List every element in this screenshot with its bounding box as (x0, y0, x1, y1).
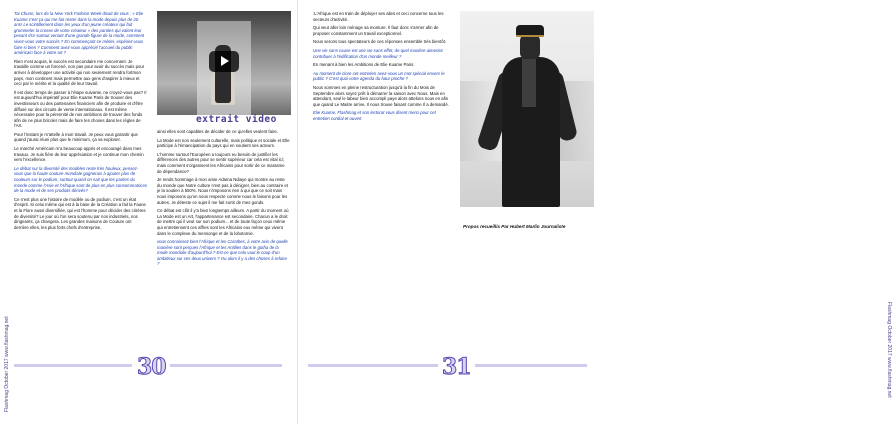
side-label-left: Flashmag October 2017 www.flashmag.net (4, 316, 10, 412)
video-thumbnail[interactable] (157, 11, 291, 115)
play-icon[interactable] (209, 51, 239, 72)
photo-scarf (522, 57, 536, 107)
question-paragraph: Au moment de clore cet entretien avez-vous un mot spécial envers le public ? C'est quoi votre agenda du futur proche ? (313, 70, 445, 82)
page-number-bar (475, 364, 587, 367)
answer-paragraph: Le marché Américain m'a beaucoup appris et encouragé dans mes travaux. Je suis fière de leur appréciation et je continue mon chemin vers l'excellence. (14, 146, 144, 163)
answer-paragraph: Ce débat est clôt il y'a bien longtemps ailleurs. A partir du moment où La Mode est un Art, l'appartenance est secondaire. Chacun a le droit de mettre qui il veut sur son podium... et de toute façon ceux même qui entretiennent ces affres sont les Africains eux même qui vivent dans le complexe du mensonge et de la lobotomie. (157, 208, 289, 236)
page-number-bar (170, 364, 282, 367)
answer-paragraph: Rien n'est acquis, le succès est secondaire me concernant. Je travaille comme un forcené, non pas pour avoir du succès mais pour arriver à développer une activité qui non seulement rendra fortmon pays, mon continent mais permettre aux gens d'aspirer à mieux et ceci par le mérite et la qualité de leur travail. (14, 58, 145, 87)
photo-hat (516, 25, 544, 37)
page-number-bar (14, 364, 132, 367)
video-caption: extrait video (196, 114, 277, 125)
answer-paragraph: Nous serons tous spectateurs de ces réponses ensemble très bientôt. (313, 39, 447, 45)
answer-paragraph: Je rends hommage à mon amie Adama Ndiaye qui montre au reste du monde que Notre culture n'est pas à dénigrer, bien au contraire et je la soutien à 550%. Nous n'imposons rien à qui que ce soit mais nous imposons qu'on nous respecte comme nous le faisons pour les autres. Je déteste ce sujet il me fait sortir de mes gonds. (157, 177, 289, 205)
answer-paragraph: Pour l'instant je m'attelle à mon travail. Je peux vous garantir que quand j'aurai réuni plus que le minimum, ça va exploser. (14, 131, 138, 143)
left-column-1 (14, 11, 147, 233)
answer-paragraph: :L'Afrique est en train de déployer ses ailes et ceci concerne tous les secteurs d'activité. (313, 11, 444, 22)
question-paragraph: Tai Chunn, lors de la New York Fashion Week disait de vous : « Elie Kuame c'est ça qui me fait rester dans la mode depuis plus de 20 ans! Le scintillement dans les yeux d'un jeune créateur qui fait grommeler la crosse de votre créateur » des paroles qui valent leur pesant d'or surtout venant d'une grande figure de la mode, comment vivez-vous votre succès ? En commençant ce métier, espériez-vous faire si bien ? Comment avez-vous apprécié l'accueil du public américain face à votre art ? (14, 11, 145, 56)
page-number-right: 31 (442, 354, 471, 380)
right-column (313, 11, 451, 125)
answer-paragraph: Nous sommes en pleine restructuration jusqu'à la fin du Mois de Septembre alors soyez prêt à démarrer la saison avec Nous. Mais en attendant, seul le labeur bien accompli paye alors attelons nous en afin que quand Le Maitre arrive, Il nous trouve faisant comme Il a demandé. (313, 84, 449, 107)
question-paragraph: Elie Kuame, Flashmag et son lectorat vous disent merci pour cet entretien cordial et ouvert (313, 110, 436, 121)
answer-paragraph: Qui veut aller loin ménage sa monture. Il faut donc s'armer afin de proposer constamment un travail exceptionnel. (313, 25, 439, 36)
left-page (0, 0, 298, 424)
answer-paragraph: En menant à bien les Ambitions de Elie Kuame Paris. (313, 62, 415, 68)
question-paragraph: vous connaissez bien l'Afrique et les Caraïbes, à votre avis de quelle manière sont perçues l'Afrique et les Antilles dans le gotha de la mode mondiale d'aujourd'hui ? Est-ce que cela vaut le coup d'un ambitieux sur ces deux univers ? Ou alors il y a des choses à refaire ? (157, 239, 288, 267)
page-number-bar (308, 364, 438, 367)
answer-paragraph: La Mode est non seulement culturelle, mais politique et sociale et Elle participe à l'émancipation du pays qui en soutient ses acteurs. (157, 137, 290, 149)
question-paragraph: Le débat sur la diversité des modèles reste très houleux, pensez-vous que la haute couture mondiale gagnerais à ajouter plus de couleurs sur le podium, surtout quand on sait que les parties du monde comme l'Asie et l'Afrique sont de plus en plus consommatrices de la mode et de ses produits dérivés? (14, 165, 147, 194)
answer-paragraph: L'homme surtout l'Européen a toujours eu besoin de justifier les différences des autres pour se sentir supérieur car cela est vital ici; mais comment s'organisent les Africains pour sortir de ce marasme de dépendance? (157, 151, 285, 174)
page-number-left: 30 (137, 354, 166, 380)
right-page (302, 0, 892, 424)
designer-photo (460, 11, 594, 207)
answer-paragraph: Il est donc temps de passer à l'étape suivante, ne croyez-vous pas? Il est aujourd'hui impératif pour Elie Kuame Paris de trouver des investisseurs ou des partenaires financiers afin de produire et d'être diffusé sur des circuits de vente internationaux. Il est même nécessaire pour la pérennité de nos ambitions de trouver des fonds afin de ne plus bricoler mais de faire les choses dans les règles de l'Art. (14, 89, 147, 129)
photo-credit: Propos recueillis Par Hubert Marlin Journaliste (463, 224, 566, 229)
answer-paragraph: Ce n'est plus une histoire de modèle ou de podium, c'est un état d'esprit. Si celui même qui est à la base de la Création a fait la Faune et la Flore aussi diversifiée, qui est l'homme pour décider des critères de diversité? Le jour où l'on sera soutenu par nos industriels, nos dirigeants, ça changera. Les grandes maisons de Couture ont derrière elles, les plus forts chefs d'entreprise, (14, 196, 146, 230)
question-paragraph: Une vie sans cause est une vie sans effet, de quel manière aimeriez contribuer à l'édification d'un monde meilleur ? (313, 47, 443, 59)
side-label-right: Flashmag October 2017 www.flashmag.net (886, 302, 892, 398)
answer-paragraph: ainsi elles sont capables de décider de ce qu'elles veulent faire. (157, 129, 278, 134)
left-column-2 (157, 129, 290, 270)
